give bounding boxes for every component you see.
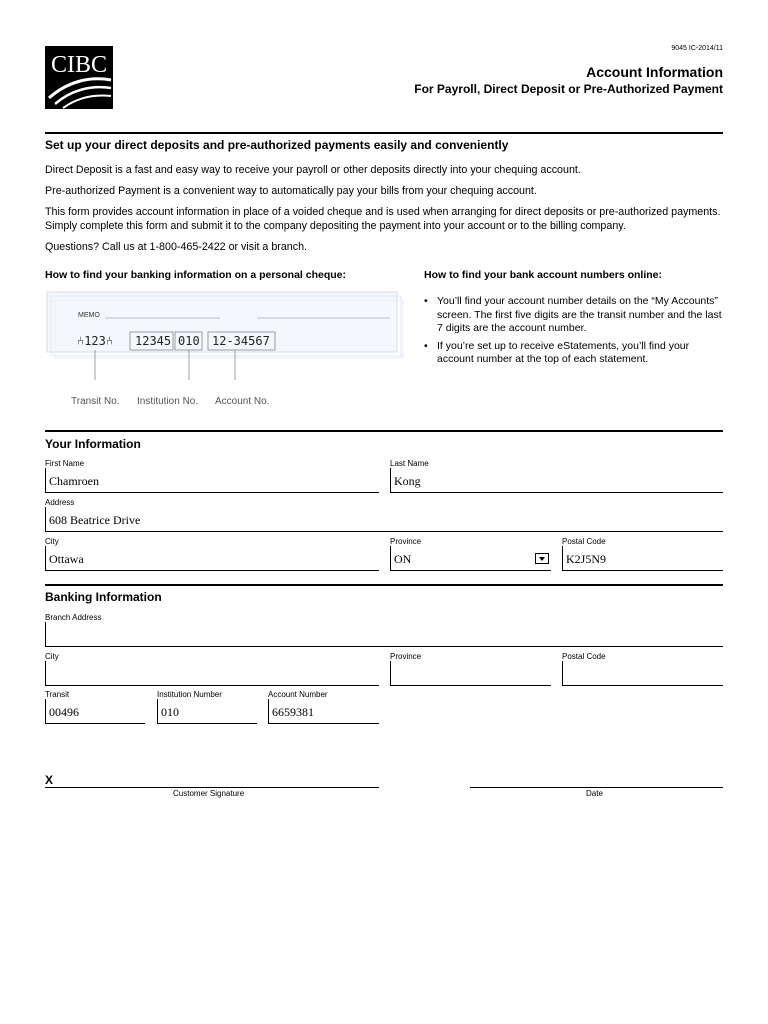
- institution-number-label: Institution Number: [157, 690, 222, 699]
- account-number-label: Account Number: [268, 690, 328, 699]
- section-divider: [45, 584, 723, 586]
- bank-province-label: Province: [390, 652, 422, 661]
- cibc-logo: [45, 46, 113, 109]
- date-label: Date: [586, 789, 603, 798]
- city-field[interactable]: Ottawa: [45, 546, 379, 571]
- province-value: ON: [394, 552, 412, 566]
- last-name-field[interactable]: Kong: [390, 468, 723, 493]
- intro-paragraph-3: This form provides account information in place of a voided cheque and is used when arranging for direct deposits or pre-authorized payments. Simply complete this form and submit it to the company depositing the payment into your account or to the billing company.: [45, 206, 721, 232]
- list-item: • If you’re set up to receive eStatements, you’ll find your account number at the top of each statement.: [424, 340, 724, 367]
- cheque-help-heading: How to find your banking information on a personal cheque:: [45, 269, 347, 281]
- branch-address-field[interactable]: [45, 622, 723, 647]
- intro-paragraph-2: Pre-authorized Payment is a convenient way to automatically pay your bills from your chequing account.: [45, 185, 537, 197]
- intro-heading: Set up your direct deposits and pre-authorized payments easily and conveniently: [45, 138, 509, 152]
- page-subtitle: For Payroll, Direct Deposit or Pre-Authorized Payment: [414, 82, 723, 96]
- logo-text: CIBC: [51, 52, 108, 78]
- bank-province-field[interactable]: [390, 661, 551, 686]
- micr-institution: 010: [178, 334, 200, 348]
- signature-x-mark: X: [45, 773, 54, 787]
- chevron-down-icon[interactable]: [535, 553, 549, 564]
- postal-code-field[interactable]: K2J5N9: [562, 546, 723, 571]
- bank-city-field[interactable]: [45, 661, 379, 686]
- address-label: Address: [45, 498, 75, 507]
- online-help-list: [424, 295, 724, 371]
- date-line[interactable]: [470, 787, 723, 788]
- micr-transit: 12345: [135, 334, 172, 348]
- section-divider: [45, 430, 723, 432]
- account-no-label: Account No.: [215, 396, 270, 407]
- logo-swoosh-icon: [45, 46, 113, 109]
- transit-field[interactable]: 00496: [45, 699, 145, 724]
- last-name-label: Last Name: [390, 459, 429, 468]
- cheque-memo-label: MEMO: [78, 312, 100, 319]
- transit-label: Transit: [45, 690, 70, 699]
- form-code: 9045 IC-2014/11: [671, 45, 723, 52]
- first-name-field[interactable]: Chamroen: [45, 468, 379, 493]
- list-item: • You’ll find your account number details on the “My Accounts” screen. The first five digits are the transit number and the last 7 digits are the account number.: [424, 295, 724, 336]
- address-field[interactable]: 608 Beatrice Drive: [45, 507, 723, 532]
- cheque-illustration: [45, 290, 405, 380]
- intro-paragraph-1: Direct Deposit is a fast and easy way to receive your payroll or other deposits directly into your chequing account.: [45, 164, 581, 176]
- province-select[interactable]: [390, 546, 551, 571]
- bank-postal-code-field[interactable]: [562, 661, 723, 686]
- signature-label: Customer Signature: [173, 789, 245, 798]
- first-name-label: First Name: [45, 459, 85, 468]
- province-label: Province: [390, 537, 422, 546]
- micr-prefix: ⑃123⑃: [77, 334, 114, 348]
- section-divider: [45, 132, 723, 134]
- online-help-heading: How to find your bank account numbers online:: [424, 269, 663, 281]
- branch-address-label: Branch Address: [45, 613, 102, 622]
- your-information-heading: Your Information: [45, 437, 141, 451]
- bank-postal-code-label: Postal Code: [562, 652, 606, 661]
- micr-account: 12-34567: [212, 334, 270, 348]
- institution-number-field[interactable]: 010: [157, 699, 257, 724]
- account-number-field[interactable]: 6659381: [268, 699, 379, 724]
- institution-no-label: Institution No.: [137, 396, 199, 407]
- page-title: Account Information: [586, 64, 723, 80]
- transit-no-label: Transit No.: [71, 396, 120, 407]
- signature-line[interactable]: [45, 787, 379, 788]
- intro-paragraph-4: Questions? Call us at 1-800-465-2422 or visit a branch.: [45, 241, 307, 253]
- city-label: City: [45, 537, 59, 546]
- banking-information-heading: Banking Information: [45, 590, 162, 604]
- bank-city-label: City: [45, 652, 59, 661]
- postal-code-label: Postal Code: [562, 537, 606, 546]
